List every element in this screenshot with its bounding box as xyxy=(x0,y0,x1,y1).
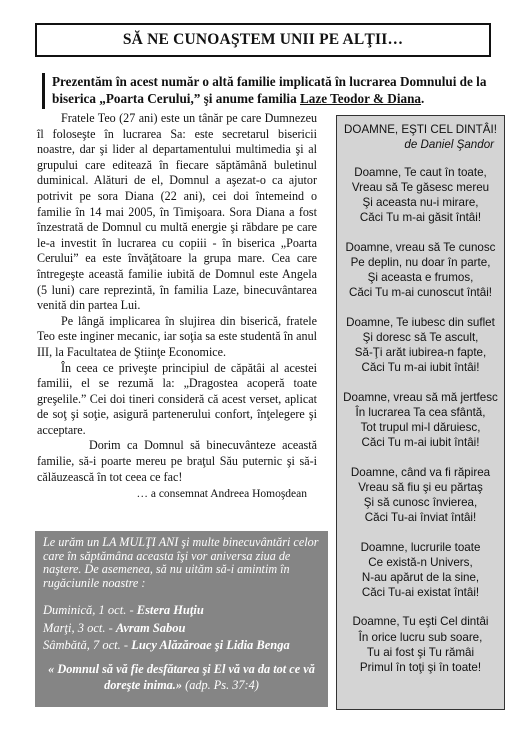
poem-stanzas xyxy=(337,165,504,675)
birthday-name: Estera Huţiu xyxy=(136,603,204,618)
poem-line: Doamne, când va fi răpirea xyxy=(350,465,491,479)
list-item xyxy=(43,602,320,620)
birthday-name: Lucy Alăzăroae şi Lidia Benga xyxy=(131,638,290,653)
poem-line: Primul în toţi şi în toate! xyxy=(359,660,482,674)
poem-line: Căci Tu-ai înviat întâi! xyxy=(364,510,477,524)
article-paragraph: Dorim ca Domnul să binecuvânteze această familie, să-i poarte mereu pe braţul Său puternic şi să-i călăuzească în tot ceea ce fac! xyxy=(37,438,317,484)
page-title: SĂ NE CUNOAŞTEM UNII PE ALŢII… xyxy=(122,31,404,48)
poem-line: Şi aceasta e frumos, xyxy=(367,271,474,285)
poem-line: Pe deplin, nu doar în parte, xyxy=(350,256,491,270)
article-signature: … a consemnat Andreea Homoşdean xyxy=(136,488,307,501)
poem-stanza xyxy=(337,315,504,375)
poem-box xyxy=(336,115,505,710)
intro-paragraph xyxy=(42,73,492,109)
article-paragraph: Fratele Teo (27 ani) este un tânăr pe care Dumnezeu îl foloseşte în lucrarea Sa: este secretarul bisericii noastre, dar şi lider al departamentului multimedia şi al grupului care editează în fiecare săptămână buletinul duminical. Alături de el, Domnul a aşezat-o ca ajutor potrivit pe sora Diana (22 ani), cei doi întemeind o familie în 14 mai 2005, în Timişoara. Sora Diana a fost înzestrată de Domnul cu multă energie şi răbdare pe care le-a investit în lucrarea cu copiii - în biserica „Poarta Cerului” ea este învăţătoare la grupa mare. Cea care întregeşte această familie iubită de Domnul este Angela (5 luni) care reprezintă, în familia Laze, binecuvântarea venită din partea Lui. xyxy=(37,111,317,313)
birthday-day: Marţi, 3 oct. - xyxy=(43,620,116,635)
poem-line: Căci Tu m-ai iubit întâi! xyxy=(361,436,480,450)
poem-line: Şi doresc să Te ascult, xyxy=(362,331,479,345)
poem-line: Doamne, Te iubesc din suflet xyxy=(346,315,495,329)
poem-author: de Daniel Şandor xyxy=(404,138,494,152)
article-body xyxy=(37,111,317,503)
poem-line: Doamne, vreau să Te cunosc xyxy=(345,241,496,255)
list-item xyxy=(43,620,320,638)
poem-line: Tot trupul mi-l dăruiesc, xyxy=(360,421,481,434)
birthday-day: Sâmbătă, 7 oct. - xyxy=(43,638,132,653)
poem-stanza xyxy=(337,614,504,674)
intro-text: Prezentăm în acest număr o altă familie implicată în lucrarea Domnului de la biserica „Poarta Cerului,” şi anume familia xyxy=(52,74,487,106)
family-name: Laze Teodor & Diana xyxy=(299,91,422,106)
poem-line: Vreau să fiu şi eu părtaş xyxy=(358,480,483,494)
poem-line: Şi să cunosc învierea, xyxy=(363,495,478,509)
poem-line: Ce există-n Univers, xyxy=(368,555,473,569)
poem-stanza xyxy=(337,540,504,600)
poem-line: Căci Tu-ai existat întâi! xyxy=(361,585,480,599)
poem-line: În lucrarea Ta cea sfântă, xyxy=(355,405,486,419)
poem-line: Doamne, vreau să mă jertfesc xyxy=(343,390,498,404)
poem-line: Căci Tu m-ai găsit întâi! xyxy=(359,211,482,225)
birthday-wishes-box xyxy=(35,531,328,707)
article-paragraph: În ceea ce priveşte principiul de căpătâi al acestei familii, el se rezumă la: „Dragostea acoperă toate greşelile.” Cei doi tineri consideră că acest verset, aplicat de soţ şi soţie, asigură partenerului confort, înţelegere şi acceptare. xyxy=(37,360,317,437)
poem-stanza xyxy=(337,165,504,225)
poem-line: Doamne, Tu eşti Cel dintâi xyxy=(352,615,489,629)
poem-line: Vreau să Te găsesc mereu xyxy=(351,181,490,195)
list-item xyxy=(43,637,320,655)
birthday-list xyxy=(43,602,320,655)
birthday-day: Duminică, 1 oct. - xyxy=(43,603,137,618)
poem-line: Să-Ţi arăt iubirea-n fapte, xyxy=(354,346,487,360)
quote-reference: (adp. Ps. 37:4) xyxy=(185,677,259,692)
poem-stanza xyxy=(337,240,504,300)
article-paragraph: Pe lângă implicarea în slujirea din biserică, fratele Teo este inginer mecanic, iar soţia sa este studentă în anul III, la Facultatea de Ştiinţe Economice. xyxy=(37,313,317,359)
quote-text: « Domnul să vă fie desfătarea şi El vă va da tot ce vă doreşte inima.» xyxy=(48,661,315,692)
poem-line: Doamne, lucrurile toate xyxy=(360,540,481,554)
intro-end: . xyxy=(421,91,425,106)
poem-line: N-au apărut de la sine, xyxy=(361,570,480,584)
birthday-name: Avram Sabou xyxy=(115,620,186,635)
poem-line: Căci Tu m-ai cunoscut întâi! xyxy=(348,286,493,300)
poem-line: În orice lucru sub soare, xyxy=(358,630,483,644)
poem-stanza xyxy=(337,465,504,525)
poem-stanza xyxy=(337,390,504,450)
poem-title: DOAMNE, EŞTI CEL DINTÂI! xyxy=(344,123,497,136)
poem-line: Şi aceasta nu-i mirare, xyxy=(362,196,479,210)
poem-line: Căci Tu m-ai iubit întâi! xyxy=(361,361,480,375)
page-title-box xyxy=(35,23,491,57)
poem-line: Tu ai fost şi Tu rămâi xyxy=(366,645,475,659)
bible-quote xyxy=(43,661,320,693)
wishes-intro: Le urăm un LA MULŢI ANI şi multe binecuvântări celor care în săptămâna aceasta îşi vor aniversa ziua de naştere. De asemenea, să nu uităm să-i amintim în rugăciunile noastre : xyxy=(43,535,319,590)
poem-line: Doamne, Te caut în toate, xyxy=(354,166,487,180)
